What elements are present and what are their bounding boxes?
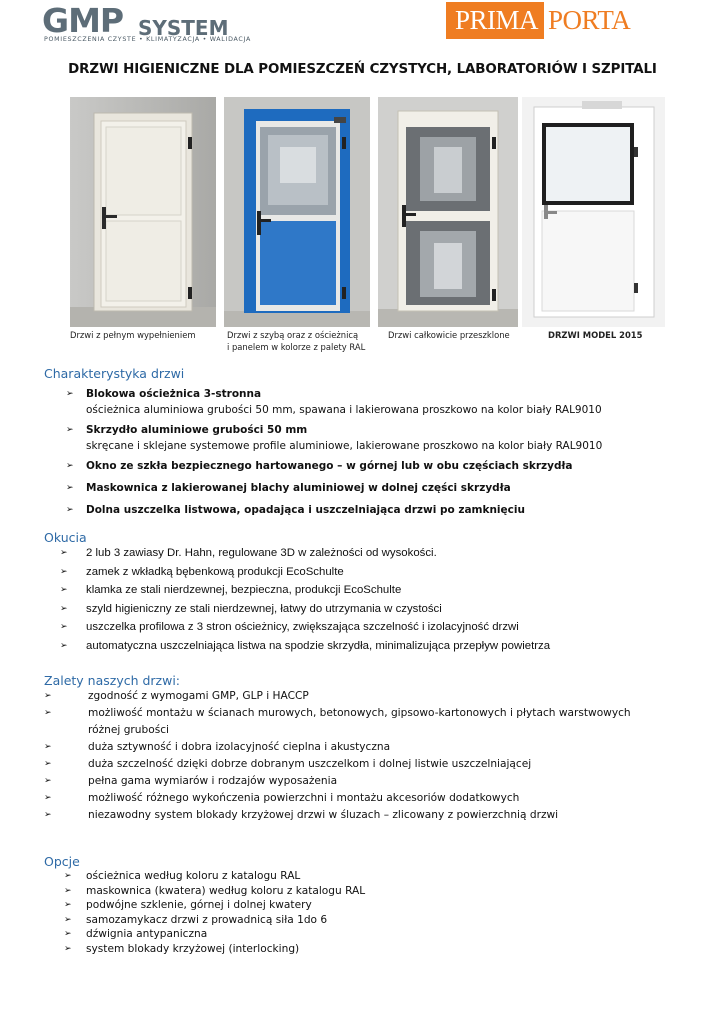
arrow-bullet-icon: ➢ — [64, 871, 72, 881]
door-photo-full-panel — [70, 97, 216, 327]
arrow-bullet-icon: ➢ — [44, 793, 52, 803]
list-item: ➢ klamka ze stali nierdzewnej, bezpieczna, produkcji EcoSchulte — [60, 581, 700, 600]
arrow-bullet-icon: ➢ — [64, 885, 72, 896]
list-item: ➢ możliwość różnego wykończenia powierzchni i montażu akcesoriów dodatkowych — [44, 790, 684, 807]
arrow-bullet-icon: ➢ — [66, 461, 74, 471]
list-item: ➢ szyld higieniczny ze stali nierdzewnej, łatwy do utrzymania w czystości — [60, 600, 700, 619]
arrow-bullet-icon: ➢ — [44, 759, 52, 769]
opcje-list — [64, 869, 704, 956]
arrow-bullet-icon: ➢ — [60, 566, 68, 577]
list-item: ➢ automatyczna uszczelniająca listwa na spodzie skrzydła, minimalizująca przepływ powietrza — [60, 637, 700, 656]
door-photo-model-2015 — [522, 97, 665, 327]
arrow-bullet-icon: ➢ — [60, 640, 68, 651]
gmp-logo-small: SYSTEM — [138, 16, 229, 40]
photo-caption-2: Drzwi z szybą oraz z ościeżnicą i panelem w kolorze z palety RAL — [227, 330, 366, 352]
list-item: ➢ 2 lub 3 zawiasy Dr. Hahn, regulowane 3D w zależności od wysokości. — [60, 544, 700, 563]
list-item: ➢ samozamykacz drzwi z prowadnicą siła 1do 6 — [64, 913, 328, 926]
list-item: ➢ ościeżnica według koloru z katalogu RAL — [64, 870, 301, 882]
gmp-system-logo — [42, 1, 262, 43]
list-item: ➢ podwójne szklenie, górnej i dolnej kwatery — [64, 899, 312, 911]
arrow-bullet-icon: ➢ — [44, 776, 52, 786]
list-item: ➢ duża sztywność i dobra izolacyjność cieplna i akustyczna — [44, 739, 684, 756]
door-photo-blue-glass — [224, 97, 370, 327]
arrow-bullet-icon: ➢ — [44, 742, 52, 752]
page-title: DRZWI HIGIENICZNE DLA POMIESZCZEŃ CZYSTYCH, LABORATORIÓW I SZPITALI — [68, 62, 657, 77]
list-item: ➢ Okno ze szkła bezpiecznego hartowanego – w górnej lub w obu częściach skrzydła — [66, 460, 573, 472]
zalety-heading: Zalety naszych drzwi: — [44, 673, 181, 688]
list-item: ➢ Skrzydło aluminiowe grubości 50 mm skręcane i sklejane systemowe profile aluminiowe, lakierowane proszkowo na kolor biały RAL9010 — [66, 424, 603, 452]
list-item: ➢ system blokady krzyżowej (interlocking) — [64, 942, 300, 955]
arrow-bullet-icon: ➢ — [44, 810, 52, 820]
gmp-logo-tagline: POMIESZCZENIA CZYSTE • KLIMATYZACJA • WALIDACJA — [44, 36, 251, 43]
list-item: ➢ Maskownica z lakierowanej blachy aluminiowej w dolnej części skrzydła — [66, 482, 511, 494]
list-item: ➢ duża szczelność dzięki dobrze dobranym uszczelkom i dolnej listwie uszczelniającej — [44, 756, 684, 773]
list-item: ➢ uszczelka profilowa z 3 stron ościeżnicy, zwiększająca szczelność i izolacyjność drzwi — [60, 618, 700, 637]
arrow-bullet-icon: ➢ — [60, 603, 68, 614]
arrow-bullet-icon: ➢ — [44, 691, 52, 701]
list-item: ➢ maskownica (kwatera) według koloru z katalogu RAL — [64, 884, 366, 897]
list-item: ➢ niezawodny system blokady krzyżowej drzwi w śluzach – zlicowany z powierzchnią drzwi — [44, 807, 684, 824]
gmp-logo-big: GMP — [42, 1, 124, 40]
photo-caption-1: Drzwi z pełnym wypełnieniem — [70, 330, 196, 340]
prima-porta-logo — [446, 2, 661, 39]
photo-caption-4: DRZWI MODEL 2015 — [548, 330, 643, 340]
zalety-list — [44, 688, 684, 824]
okucia-list — [60, 544, 700, 655]
arrow-bullet-icon: ➢ — [66, 389, 74, 399]
list-item: ➢ Blokowa ościeżnica 3-stronna ościeżnica aluminiowa grubości 50 mm, spawana i lakierowana proszkowo na kolor biały RAL9010 — [66, 388, 602, 416]
arrow-bullet-icon: ➢ — [66, 483, 74, 493]
opcje-heading: Opcje — [44, 854, 80, 869]
arrow-bullet-icon: ➢ — [66, 425, 74, 435]
photo-caption-3: Drzwi całkowicie przeszklone — [388, 330, 510, 340]
arrow-bullet-icon: ➢ — [64, 943, 72, 954]
list-item: ➢ dźwignia antypaniczna — [64, 928, 208, 940]
door-photo-fully-glazed — [378, 97, 518, 327]
prima-porta-logo-right: PORTA — [544, 2, 634, 39]
list-item: ➢ pełna gama wymiarów i rodzajów wyposażenia — [44, 773, 684, 790]
okucia-heading: Okucia — [44, 530, 87, 545]
arrow-bullet-icon: ➢ — [60, 548, 68, 558]
list-item: ➢ Dolna uszczelka listwowa, opadająca i uszczelniająca drzwi po zamknięciu — [66, 504, 525, 516]
arrow-bullet-icon: ➢ — [64, 914, 72, 925]
characteristics-heading: Charakterystyka drzwi — [44, 366, 185, 381]
list-item: ➢ zgodność z wymogami GMP, GLP i HACCP — [44, 688, 684, 705]
characteristics-list — [66, 386, 706, 524]
arrow-bullet-icon: ➢ — [64, 929, 72, 939]
arrow-bullet-icon: ➢ — [44, 708, 52, 718]
arrow-bullet-icon: ➢ — [66, 505, 74, 515]
prima-porta-logo-left: PRIMA — [446, 2, 544, 39]
list-item: ➢ zamek z wkładką bębenkową produkcji EcoSchulte — [60, 563, 700, 582]
arrow-bullet-icon: ➢ — [60, 585, 68, 595]
arrow-bullet-icon: ➢ — [64, 900, 72, 910]
list-item: ➢ możliwość montażu w ścianach murowych, betonowych, gipsowo-kartonowych i płytach warstwowych różnej grubości — [44, 707, 631, 736]
arrow-bullet-icon: ➢ — [60, 622, 68, 632]
